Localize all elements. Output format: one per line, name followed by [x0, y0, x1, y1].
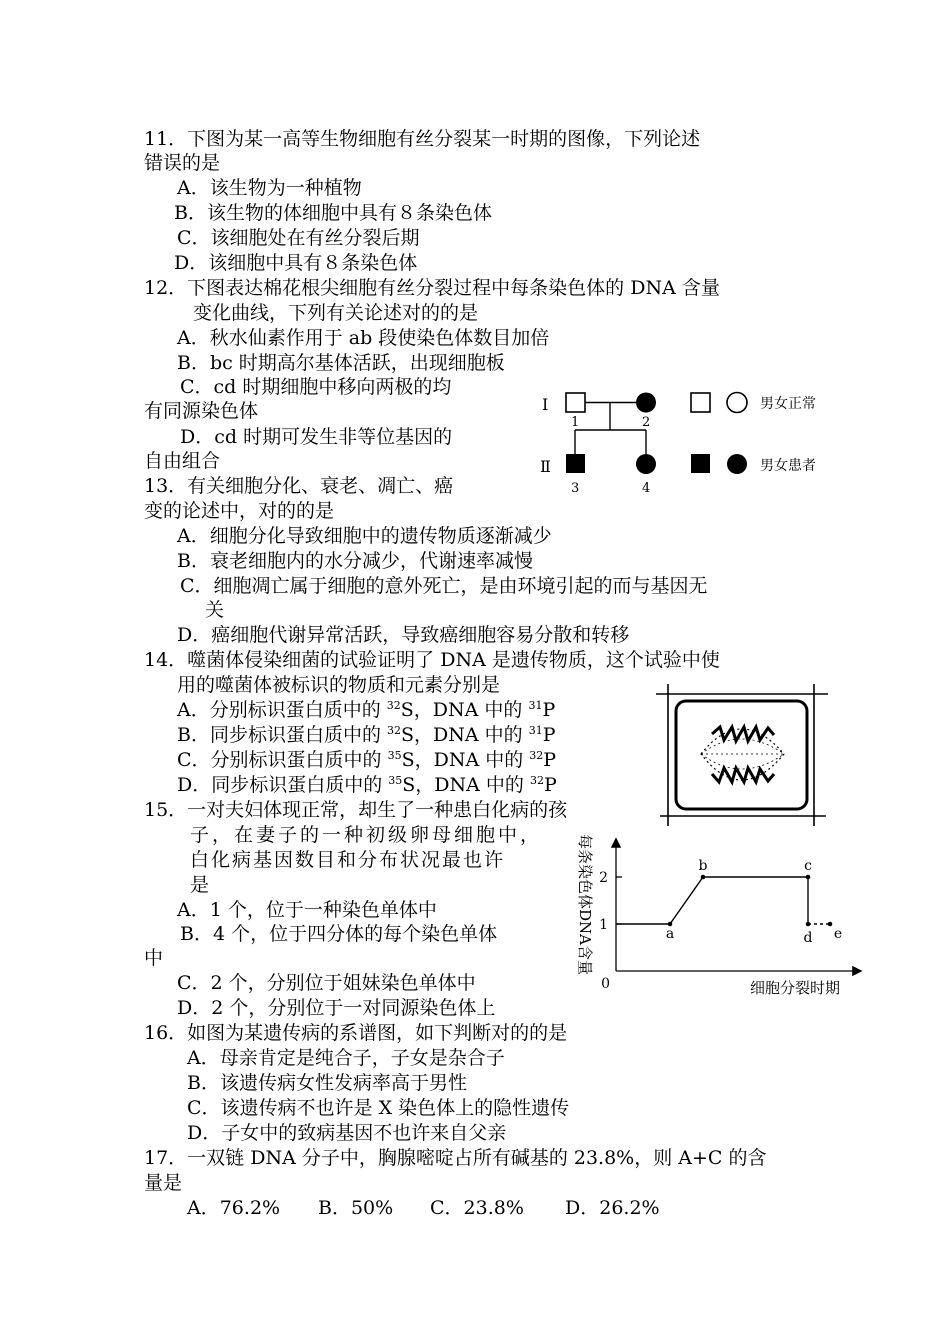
cell-svg: [656, 684, 828, 826]
point-label-d: d: [803, 930, 813, 946]
legend-affected-label: 男女患者: [760, 458, 816, 474]
legend-affected-male-icon: [691, 454, 710, 473]
q11-option-a: A．该生物为一种植物: [177, 177, 362, 199]
q13-option-a: A．细胞分化导致细胞中的遗传物质逐渐减少: [177, 525, 552, 547]
affected-male-symbol-3: [566, 454, 585, 473]
point-d: [806, 922, 811, 927]
q17-option-c: C．23.8%: [430, 1197, 524, 1219]
q14-stem-line1: 14．噬菌体侵染细菌的试验证明了 DNA 是遗传物质，这个试验中使: [144, 649, 720, 671]
legend-affected-female-icon: [727, 454, 747, 474]
q14-option-b: B．同步标识蛋白质中的 $^{32}$S，DNA 中的 $^{31}$P: [177, 724, 556, 746]
spindle-fibers: [701, 739, 784, 769]
cell-division-figure: [656, 684, 828, 826]
q17-option-b: B．50%: [318, 1197, 394, 1219]
affected-female-symbol-2: [636, 393, 656, 413]
point-b: [701, 875, 706, 880]
q13-option-c-line2: 关: [205, 599, 225, 621]
legend-normal-label: 男女正常: [760, 396, 816, 412]
q14-option-d: D．同步标识蛋白质中的 $^{35}$S，DNA 中的 $^{32}$P: [177, 774, 557, 796]
normal-male-symbol-1: [566, 393, 585, 412]
q13-option-b: B．衰老细胞内的水分减少，代谢速率减慢: [177, 550, 533, 572]
generation-1-label: Ⅰ: [542, 395, 549, 414]
pedigree-svg: [520, 380, 840, 500]
q16-option-c: C．该遗传病不也许是 X 染色体上的隐性遗传: [187, 1097, 570, 1119]
point-label-c: c: [804, 858, 812, 874]
q14-option-c: C．分别标识蛋白质中的 $^{35}$S，DNA 中的 $^{32}$P: [177, 749, 557, 771]
legend-normal-male-icon: [691, 393, 710, 412]
q12-stem-line2: 变化曲线，下列有关论述对的的是: [193, 302, 479, 324]
point-e: [828, 922, 833, 927]
q15-option-c: C．2 个，分别位于姐妹染色单体中: [177, 972, 476, 994]
q17-option-d: D．26.2%: [565, 1197, 660, 1219]
q11-option-d: D．该细胞中具有８条染色体: [174, 252, 418, 274]
q16-option-d: D．子女中的致病基因不也许来自父亲: [187, 1122, 507, 1144]
pedigree-figure: [520, 380, 840, 500]
point-label-a: a: [665, 926, 675, 942]
lower-chromosome-set: [712, 768, 774, 782]
legend-normal-female-icon: [727, 393, 747, 413]
q15-stem-line3: 白化病基因数目和分布状况最也许: [190, 849, 506, 871]
q11-stem-line2: 错误的是: [144, 152, 221, 174]
q12-option-c-line1: C．cd 时期细胞中移向两极的均: [180, 376, 452, 398]
q15-option-b-line2: 中: [144, 947, 164, 969]
q14-stem-line2: 用的噬菌体被标识的物质和元素分别是: [177, 674, 501, 696]
q14-option-a: A．分别标识蛋白质中的 $^{32}$S，DNA 中的 $^{31}$P: [177, 699, 556, 721]
q15-option-b-line1: B．4 个，位于四分体的每个染色单体: [180, 923, 498, 945]
q15-stem-line1: 15．一对夫妇体现正常，却生了一种患白化病的孩: [144, 799, 568, 821]
q12-option-a: A．秋水仙素作用于 ab 段使染色体数目加倍: [177, 327, 550, 349]
q16-stem: 16．如图为某遗传病的系谱图，如下判断对的的是: [144, 1022, 568, 1044]
point-label-b: b: [698, 858, 708, 874]
q15-stem-line2: 子，在妻子的一种初级卵母细胞中，: [190, 824, 543, 846]
q15-option-a: A．1 个，位于一种染色单体中: [177, 899, 437, 921]
individual-2-label: 2: [642, 415, 651, 430]
q17-stem-line2: 量是: [144, 1172, 183, 1194]
y-tick-label-2: 2: [599, 870, 608, 886]
spindle-outline: [701, 729, 784, 780]
q12-option-d-line1: D．cd 时期可发生非等位基因的: [180, 426, 453, 448]
q15-option-d: D．2 个，分别位于一对同源染色体上: [177, 997, 496, 1019]
q17-option-a: A．76.2%: [187, 1197, 281, 1219]
affected-female-symbol-4: [636, 454, 656, 474]
individual-4-label: 4: [642, 481, 651, 496]
x-axis-label: 细胞分裂时期: [750, 979, 841, 997]
q17-stem-line1: 17．一双链 DNA 分子中，胸腺嘧啶占所有碱基的 23.8%，则 A+C 的含: [144, 1147, 767, 1169]
q11-stem-line1: 11．下图为某一高等生物细胞有丝分裂某一时期的图像，下列论述: [144, 128, 701, 150]
y-tick-label-1: 1: [599, 917, 608, 933]
individual-1-label: 1: [571, 415, 580, 430]
q12-option-d-line2: 自由组合: [144, 450, 221, 472]
individual-3-label: 3: [571, 481, 580, 496]
q11-option-b: B．该生物的体细胞中具有８条染色体: [174, 202, 492, 224]
point-label-e: e: [833, 926, 843, 942]
q11-option-c: C．该细胞处在有丝分裂后期: [177, 227, 420, 249]
q12-option-b: B．bc 时期高尔基体活跃，出现细胞板: [177, 352, 505, 374]
q13-option-c-line1: C．细胞凋亡属于细胞的意外死亡，是由环境引起的而与基因无: [180, 575, 708, 597]
q16-option-a: A．母亲肯定是纯合子，子女是杂合子: [187, 1047, 505, 1069]
q12-option-c-line2: 有同源染色体: [144, 400, 259, 422]
q15-stem-line4: 是: [190, 874, 210, 896]
y-axis-label: 每条染色体DNA含量: [576, 834, 594, 975]
generation-2-label: Ⅱ: [540, 457, 551, 476]
dna-content-graph: [570, 828, 870, 1003]
point-c: [806, 875, 811, 880]
q12-stem-line1: 12．下图表达棉花根尖细胞有丝分裂过程中每条染色体的 DNA 含量: [144, 277, 720, 299]
q16-option-b: B．该遗传病女性发病率高于男性: [187, 1072, 467, 1094]
cell-membrane: [676, 701, 807, 809]
graph-svg: [570, 828, 870, 1003]
q13-stem-line2: 变的论述中，对的的是: [144, 500, 335, 522]
series-segment-1: [670, 877, 703, 924]
origin-label: 0: [601, 976, 610, 992]
q13-stem-line1: 13．有关细胞分化、衰老、凋亡、癌: [144, 475, 454, 497]
q13-option-d: D．癌细胞代谢异常活跃，导致癌细胞容易分散和转移: [177, 624, 630, 646]
